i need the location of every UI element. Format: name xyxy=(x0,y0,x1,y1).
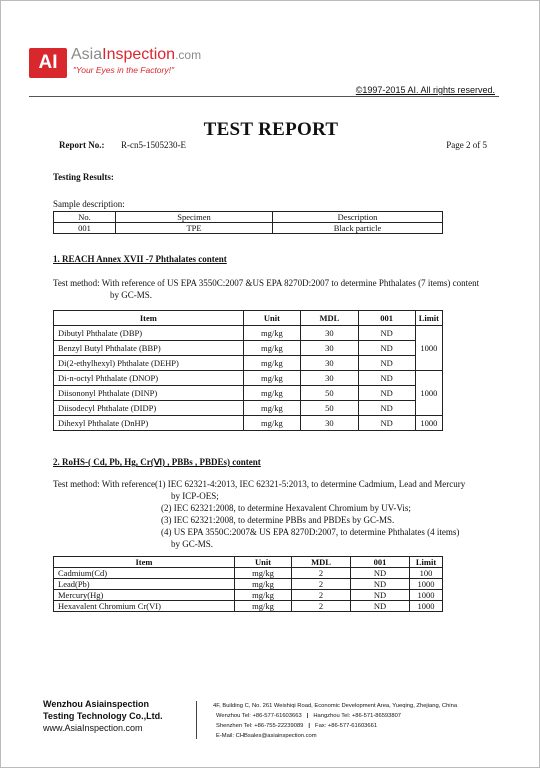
rohs-method-line: (3) IEC 62321:2008, to determine PBBs and PBDEs by GC-MS. xyxy=(161,515,395,525)
table-cell: 30 xyxy=(301,371,358,386)
table-cell: 2 xyxy=(292,568,351,579)
table-row xyxy=(54,590,443,601)
table-cell-limit: 1000 xyxy=(415,371,442,416)
logo-name-inspection: Inspection xyxy=(102,46,176,63)
rohs-method-line: by GC-MS. xyxy=(171,539,214,549)
table-cell: Benzyl Butyl Phthalate (BBP) xyxy=(54,341,244,356)
table-cell: mg/kg xyxy=(235,579,292,590)
page-number: Page 2 of 5 xyxy=(446,140,487,150)
table-cell: Dihexyl Phthalate (DnHP) xyxy=(54,416,244,431)
header-divider xyxy=(29,96,499,97)
footer-company-name: Wenzhou Asiainspection xyxy=(43,699,150,709)
table-row xyxy=(54,416,443,431)
table-cell: 30 xyxy=(301,416,358,431)
table-row xyxy=(54,579,443,590)
table-cell: Diisodecyl Phthalate (DIDP) xyxy=(54,401,244,416)
table-cell: 50 xyxy=(301,401,358,416)
table-cell: Black particle xyxy=(273,223,443,234)
table-cell: ND xyxy=(358,341,415,356)
column-header: Item xyxy=(54,311,244,326)
rohs-test-method xyxy=(53,478,465,550)
footer-wenzhou-tel: Wenzhou Tel: +86-577-61603663 xyxy=(216,713,302,719)
footer-address: 4F, Building C, No. 261 Weishiqi Road, Economic Development Area, Yueqing, Zhejiang, China xyxy=(213,703,458,709)
rohs-results-table xyxy=(53,556,443,612)
logo-mark: AI xyxy=(29,48,67,78)
footer-phone-line xyxy=(213,711,457,721)
logo-tagline: "Your Eyes in the Factory!" xyxy=(73,65,174,75)
table-cell-limit: 1000 xyxy=(415,326,442,371)
logo-name-asia: Asia xyxy=(71,46,103,63)
table-cell: 001 xyxy=(54,223,116,234)
column-header: 001 xyxy=(351,557,410,568)
sample-description-label: Sample description: xyxy=(53,199,125,209)
table-cell: Mercury(Hg) xyxy=(54,590,235,601)
rohs-method-line: by ICP-OES; xyxy=(171,491,219,501)
table-cell: ND xyxy=(358,416,415,431)
table-cell: Hexavalent Chromium Cr(VI) xyxy=(54,601,235,612)
footer-separator: | xyxy=(308,723,311,729)
table-cell: Cadmium(Cd) xyxy=(54,568,235,579)
rohs-section-title-text: 2. RoHS-( Cd, Pb, Hg, Cr(Ⅵ) , PBBs , PBDEs) content xyxy=(53,457,261,467)
table-cell: 1000 xyxy=(410,579,443,590)
rohs-method-line: (2) IEC 62321:2008, to determine Hexavalent Chromium by UV-Vis; xyxy=(161,503,411,513)
table-cell: TPE xyxy=(116,223,273,234)
table-cell: mg/kg xyxy=(243,341,301,356)
table-cell: 2 xyxy=(292,579,351,590)
table-cell: 100 xyxy=(410,568,443,579)
table-header-row xyxy=(54,557,443,568)
table-cell: mg/kg xyxy=(243,326,301,341)
reach-test-method xyxy=(53,277,479,301)
table-row xyxy=(54,356,443,371)
table-cell: mg/kg xyxy=(243,416,301,431)
table-row xyxy=(54,223,443,234)
footer-company-name-2: Testing Technology Co.,Ltd. xyxy=(43,711,163,721)
table-cell: mg/kg xyxy=(235,601,292,612)
column-header: MDL xyxy=(301,311,358,326)
column-header: 001 xyxy=(358,311,415,326)
table-row xyxy=(54,386,443,401)
footer-hangzhou-tel: Hangzhou Tel: +86-571-86593807 xyxy=(313,713,402,719)
table-cell: ND xyxy=(351,568,410,579)
table-cell: ND xyxy=(351,579,410,590)
footer-email: E-Mail: CHBsales@asiainspection.com xyxy=(216,733,317,739)
table-cell-limit: 1000 xyxy=(415,416,442,431)
table-cell: Dibutyl Phthalate (DBP) xyxy=(54,326,244,341)
logo-name-domain: .com xyxy=(175,48,202,62)
column-header: Description xyxy=(273,212,443,223)
table-row xyxy=(54,371,443,386)
column-header: Item xyxy=(54,557,235,568)
table-cell: mg/kg xyxy=(243,356,301,371)
footer-fax: Fax: +86-577-61603661 xyxy=(315,723,378,729)
copyright-notice: ©1997-2015 AI. All rights reserved. xyxy=(355,85,495,95)
table-cell: mg/kg xyxy=(243,386,301,401)
table-cell: 1000 xyxy=(410,601,443,612)
table-cell: ND xyxy=(358,326,415,341)
reach-method-line: Test method: With reference of US EPA 3550C:2007 &US EPA 8270D:2007 to determine Phthalates (7 items) content xyxy=(53,278,480,288)
table-cell: mg/kg xyxy=(243,371,301,386)
footer-separator: | xyxy=(306,713,309,719)
table-row xyxy=(54,401,443,416)
sample-table xyxy=(53,211,443,234)
table-cell: ND xyxy=(358,356,415,371)
table-cell: 30 xyxy=(301,326,358,341)
rohs-section-title xyxy=(53,457,261,468)
footer-company xyxy=(43,698,163,734)
table-cell: mg/kg xyxy=(235,568,292,579)
table-row xyxy=(54,326,443,341)
footer-phone-line xyxy=(213,721,457,731)
footer-contact xyxy=(213,701,457,741)
table-header-row xyxy=(54,212,443,223)
table-cell: ND xyxy=(358,371,415,386)
column-header: Limit xyxy=(410,557,443,568)
table-cell: mg/kg xyxy=(243,401,301,416)
column-header: Unit xyxy=(243,311,301,326)
reach-results-table xyxy=(53,310,443,431)
column-header: Unit xyxy=(235,557,292,568)
footer-website: www.AsiaInspection.com xyxy=(43,723,143,733)
table-header-row xyxy=(54,311,443,326)
column-header: Limit xyxy=(415,311,442,326)
table-row xyxy=(54,568,443,579)
table-cell: Lead(Pb) xyxy=(54,579,235,590)
page-title: TEST REPORT xyxy=(203,119,339,140)
logo-name xyxy=(71,46,201,64)
report-number-value: R-cn5-1505230-E xyxy=(121,140,186,150)
report-number-label: Report No.: xyxy=(59,140,105,150)
table-cell: Diisononyl Phthalate (DINP) xyxy=(54,386,244,401)
table-cell: 50 xyxy=(301,386,358,401)
report-number xyxy=(59,140,186,150)
reach-section-title xyxy=(53,254,227,264)
reach-method-line: by GC-MS. xyxy=(110,290,153,300)
table-cell: ND xyxy=(351,590,410,601)
table-row xyxy=(54,601,443,612)
table-cell: Di-n-octyl Phthalate (DNOP) xyxy=(54,371,244,386)
footer-shenzhen-tel: Shenzhen Tel: +86-755-22239089 xyxy=(216,723,304,729)
table-cell: 2 xyxy=(292,590,351,601)
table-cell: 30 xyxy=(301,356,358,371)
table-cell: 2 xyxy=(292,601,351,612)
table-cell: ND xyxy=(351,601,410,612)
table-cell: 30 xyxy=(301,341,358,356)
reach-section-title-text: 1. REACH Annex XVII -7 Phthalates content xyxy=(53,254,227,264)
table-cell: ND xyxy=(358,386,415,401)
table-cell: 1000 xyxy=(410,590,443,601)
column-header: No. xyxy=(54,212,116,223)
rohs-method-line: Test method: With reference(1) IEC 62321-4:2013, IEC 62321-5:2013, to determine Cadmium, Lead and Mercury xyxy=(53,479,466,489)
footer-divider xyxy=(196,701,197,739)
testing-results-heading: Testing Results: xyxy=(53,172,114,182)
table-cell: ND xyxy=(358,401,415,416)
table-cell: Di(2-ethylhexyl) Phthalate (DEHP) xyxy=(54,356,244,371)
column-header: MDL xyxy=(292,557,351,568)
rohs-method-line: (4) US EPA 3550C:2007& US EPA 8270D:2007, to determine Phthalates (4 items) xyxy=(161,527,460,537)
table-row xyxy=(54,341,443,356)
table-cell: mg/kg xyxy=(235,590,292,601)
column-header: Specimen xyxy=(116,212,273,223)
